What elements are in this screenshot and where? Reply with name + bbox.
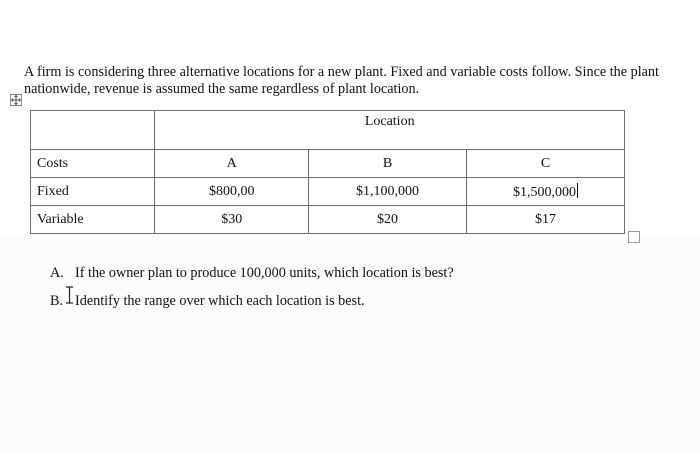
table-cell[interactable]: $17 [467,206,625,234]
list-item [50,287,610,315]
question-label: B. [50,293,64,309]
table-cell[interactable]: Variable [31,206,155,234]
table-cell-with-caret[interactable] [467,178,625,206]
table-cell[interactable]: $800,00 [155,178,309,206]
table-cell[interactable]: C [467,150,625,178]
table-cell[interactable]: $30 [155,206,309,234]
table-cell[interactable]: $1,100,000 [309,178,467,206]
question-list [50,259,610,315]
table-move-handle-icon[interactable] [10,94,22,106]
table-cell[interactable]: A [155,150,309,178]
table-row [31,206,625,234]
intro-paragraph: A firm is considering three alternative locations for a new plant. Fixed and variable costs follow. Since the plant nationwide, revenue is assumed the same regardless of plant location. [24,64,659,97]
table-corner-cell[interactable] [31,111,155,150]
location-header-cell[interactable]: Location [155,111,625,150]
i-beam-cursor-icon [65,286,74,304]
table-resize-handle-icon[interactable] [628,231,640,243]
table-cell[interactable]: $20 [309,206,467,234]
table-row [31,178,625,206]
table-cell[interactable]: B [309,150,467,178]
table-cell[interactable]: Fixed [31,178,155,206]
location-cost-table [30,110,625,234]
question-text: If the owner plan to produce 100,000 units, which location is best? [75,265,454,281]
table-header-row [31,111,625,150]
question-text: Identify the range over which each location is best. [75,293,365,309]
text-caret-icon [577,183,578,198]
table-cell[interactable]: Costs [31,150,155,178]
table-row [31,150,625,178]
cell-text: $1,500,000 [513,184,576,200]
question-label: A. [50,265,64,281]
list-item [50,259,610,287]
